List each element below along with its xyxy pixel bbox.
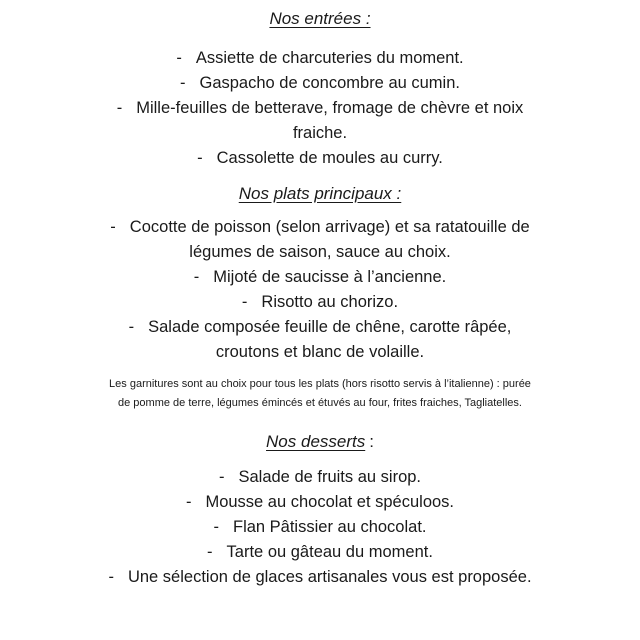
- plats-item-1: [0, 265, 640, 290]
- garnitures-note: Les garnitures sont au choix pour tous les plats (hors risotto servis à l’italienne) : purée de pomme de terre, légumes émincés et étuvés au four, frites fraiches, Tagliatelles.: [109, 378, 531, 409]
- entrees-item-text: Assiette de charcuteries du moment.: [195, 49, 464, 67]
- desserts-list: [0, 465, 640, 590]
- entrees-item-2-cont: [0, 121, 640, 146]
- desserts-item-4: [0, 565, 640, 590]
- heading-desserts-colon: :: [369, 432, 374, 451]
- desserts-item-2: [0, 515, 640, 540]
- desserts-item-text: Mousse au chocolat et spéculoos.: [205, 493, 455, 511]
- bullet-dash: -: [108, 568, 114, 586]
- entrees-item-text: Gaspacho de concombre au cumin.: [199, 74, 460, 92]
- plats-item-text: Risotto au chorizo.: [261, 293, 399, 311]
- bullet-dash: -: [176, 49, 182, 67]
- heading-plats: Nos plats principaux :: [238, 184, 402, 203]
- plats-item-text: Cocotte de poisson (selon arrivage) et sa ratatouille de: [129, 218, 530, 236]
- plats-item-text: Salade composée feuille de chêne, carotte râpée,: [148, 318, 512, 336]
- entrees-item-text: fraiche.: [292, 124, 348, 142]
- desserts-item-0: [0, 465, 640, 490]
- desserts-item-text: Une sélection de glaces artisanales vous est proposée.: [127, 568, 532, 586]
- desserts-item-3: [0, 540, 640, 565]
- plats-item-0-cont: [0, 240, 640, 265]
- bullet-dash: -: [207, 543, 213, 561]
- bullet-dash: -: [116, 99, 123, 117]
- plats-item-3-cont: [0, 340, 640, 365]
- desserts-item-text: Tarte ou gâteau du moment.: [226, 543, 433, 561]
- bullet-dash: -: [197, 149, 203, 167]
- desserts-item-1: [0, 490, 640, 515]
- plats-item-2: [0, 290, 640, 315]
- bullet-dash: -: [185, 493, 192, 511]
- heading-entrees: Nos entrées :: [269, 9, 371, 28]
- desserts-item-text: Flan Pâtissier au chocolat.: [232, 518, 427, 536]
- bullet-dash: -: [241, 293, 248, 311]
- plats-item-0: [0, 215, 640, 240]
- entrees-list: [0, 46, 640, 171]
- entrees-item-1: [0, 71, 640, 96]
- plats-item-text: légumes de saison, sauce au choix.: [189, 243, 451, 261]
- bullet-dash: -: [180, 74, 186, 92]
- entrees-item-0: [0, 46, 640, 71]
- entrees-item-text: Mille-feuilles de betterave, fromage de chèvre et noix: [136, 99, 524, 117]
- entrees-item-3: [0, 146, 640, 171]
- bullet-dash: -: [218, 468, 225, 486]
- entrees-item-text: Cassolette de moules au curry.: [216, 149, 443, 167]
- bullet-dash: -: [110, 218, 116, 236]
- plats-list: [0, 215, 640, 365]
- entrees-item-2: [0, 96, 640, 121]
- plats-item-text: croutons et blanc de volaille.: [215, 343, 425, 361]
- plats-item-text: Mijoté de saucisse à l’ancienne.: [213, 268, 447, 286]
- plats-item-3: [0, 315, 640, 340]
- heading-desserts-label: Nos desserts: [266, 432, 366, 451]
- heading-desserts: [0, 431, 640, 453]
- bullet-dash: -: [128, 318, 135, 336]
- bullet-dash: -: [213, 518, 219, 536]
- bullet-dash: -: [193, 268, 200, 286]
- desserts-item-text: Salade de fruits au sirop.: [238, 468, 422, 486]
